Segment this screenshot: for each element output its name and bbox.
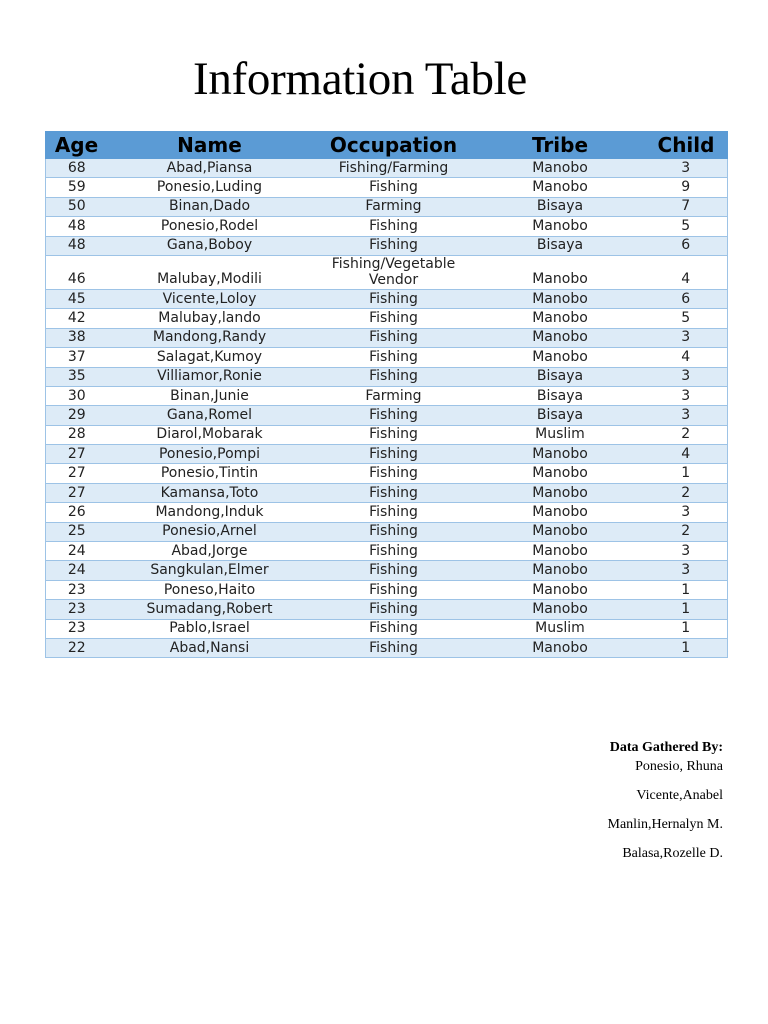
cell-name: Ponesio,Pompi xyxy=(108,445,312,464)
cell-occupation: Fishing xyxy=(312,236,476,255)
cell-tribe: Manobo xyxy=(476,348,645,367)
cell-tribe: Manobo xyxy=(476,159,645,178)
cell-name: Ponesio,Arnel xyxy=(108,522,312,541)
table-row xyxy=(46,522,728,541)
cell-occupation: Fishing xyxy=(312,367,476,386)
cell-tribe: Manobo xyxy=(476,503,645,522)
cell-occupation: Farming xyxy=(312,386,476,405)
cell-age: 22 xyxy=(46,638,108,657)
cell-name: Kamansa,Toto xyxy=(108,483,312,502)
cell-child: 6 xyxy=(645,289,728,308)
cell-name: Mandong,Induk xyxy=(108,503,312,522)
cell-name: Abad,Piansa xyxy=(108,159,312,178)
cell-name: Poneso,Haito xyxy=(108,580,312,599)
cell-age: 23 xyxy=(46,580,108,599)
table-row xyxy=(46,464,728,483)
table-row xyxy=(46,406,728,425)
cell-tribe: Manobo xyxy=(476,289,645,308)
cell-name: Binan,Dado xyxy=(108,197,312,216)
table-row xyxy=(46,445,728,464)
table-row xyxy=(46,600,728,619)
cell-name: Salagat,Kumoy xyxy=(108,348,312,367)
cell-occupation: Fishing xyxy=(312,425,476,444)
cell-age: 42 xyxy=(46,309,108,328)
column-header-occupation: Occupation xyxy=(312,132,476,159)
cell-tribe: Bisaya xyxy=(476,367,645,386)
cell-age: 48 xyxy=(46,217,108,236)
cell-age: 28 xyxy=(46,425,108,444)
cell-name: Villiamor,Ronie xyxy=(108,367,312,386)
cell-age: 23 xyxy=(46,600,108,619)
table-body xyxy=(46,159,728,658)
cell-child: 3 xyxy=(645,386,728,405)
cell-occupation: Fishing xyxy=(312,638,476,657)
cell-name: Pablo,Israel xyxy=(108,619,312,638)
cell-child: 1 xyxy=(645,464,728,483)
column-header-tribe: Tribe xyxy=(476,132,645,159)
table-row xyxy=(46,425,728,444)
cell-tribe: Manobo xyxy=(476,328,645,347)
gatherer-name: Balasa,Rozelle D. xyxy=(622,846,723,861)
cell-child: 3 xyxy=(645,406,728,425)
cell-child: 3 xyxy=(645,561,728,580)
cell-occupation: Fishing xyxy=(312,542,476,561)
cell-child: 2 xyxy=(645,522,728,541)
cell-age: 29 xyxy=(46,406,108,425)
cell-occupation: Fishing xyxy=(312,406,476,425)
cell-age: 27 xyxy=(46,483,108,502)
cell-occupation: Fishing xyxy=(312,445,476,464)
table-row xyxy=(46,328,728,347)
cell-tribe: Manobo xyxy=(476,522,645,541)
cell-name: Ponesio,Tintin xyxy=(108,464,312,483)
column-header-child: Child xyxy=(645,132,728,159)
cell-age: 25 xyxy=(46,522,108,541)
cell-child: 1 xyxy=(645,580,728,599)
table-row xyxy=(46,197,728,216)
column-header-age: Age xyxy=(46,132,108,159)
table-row xyxy=(46,638,728,657)
table-row xyxy=(46,309,728,328)
cell-child: 3 xyxy=(645,159,728,178)
gatherer-name: Vicente,Anabel xyxy=(636,788,723,803)
cell-occupation: Fishing xyxy=(312,503,476,522)
cell-name: Mandong,Randy xyxy=(108,328,312,347)
table-row xyxy=(46,542,728,561)
cell-tribe: Manobo xyxy=(476,217,645,236)
cell-age: 27 xyxy=(46,445,108,464)
cell-age: 26 xyxy=(46,503,108,522)
cell-tribe: Manobo xyxy=(476,561,645,580)
table-row xyxy=(46,217,728,236)
gatherer-name: Manlin,Hernalyn M. xyxy=(607,817,723,832)
table-row xyxy=(46,619,728,638)
cell-child: 6 xyxy=(645,236,728,255)
table-row xyxy=(46,236,728,255)
cell-child: 9 xyxy=(645,178,728,197)
cell-age: 38 xyxy=(46,328,108,347)
table-row xyxy=(46,386,728,405)
cell-name: Diarol,Mobarak xyxy=(108,425,312,444)
cell-child: 4 xyxy=(645,348,728,367)
cell-age: 24 xyxy=(46,561,108,580)
cell-occupation: Fishing xyxy=(312,464,476,483)
table-row xyxy=(46,159,728,178)
table-row xyxy=(46,348,728,367)
cell-name: Abad,Nansi xyxy=(108,638,312,657)
cell-tribe: Manobo xyxy=(476,255,645,289)
cell-age: 24 xyxy=(46,542,108,561)
cell-tribe: Manobo xyxy=(476,600,645,619)
table-row xyxy=(46,580,728,599)
cell-tribe: Manobo xyxy=(476,445,645,464)
cell-occupation: Fishing/Vegetable Vendor xyxy=(312,255,476,289)
cell-age: 48 xyxy=(46,236,108,255)
cell-name: Ponesio,Rodel xyxy=(108,217,312,236)
table-row xyxy=(46,561,728,580)
cell-occupation: Fishing xyxy=(312,309,476,328)
cell-tribe: Manobo xyxy=(476,580,645,599)
cell-child: 2 xyxy=(645,425,728,444)
cell-child: 1 xyxy=(645,638,728,657)
cell-tribe: Bisaya xyxy=(476,406,645,425)
cell-name: Abad,Jorge xyxy=(108,542,312,561)
cell-child: 3 xyxy=(645,542,728,561)
cell-name: Malubay,lando xyxy=(108,309,312,328)
cell-age: 23 xyxy=(46,619,108,638)
cell-child: 4 xyxy=(645,445,728,464)
cell-age: 45 xyxy=(46,289,108,308)
cell-tribe: Manobo xyxy=(476,309,645,328)
table-row xyxy=(46,289,728,308)
cell-tribe: Manobo xyxy=(476,178,645,197)
cell-tribe: Manobo xyxy=(476,464,645,483)
cell-name: Vicente,Loloy xyxy=(108,289,312,308)
cell-tribe: Bisaya xyxy=(476,386,645,405)
table-row xyxy=(46,367,728,386)
cell-child: 3 xyxy=(645,328,728,347)
cell-name: Malubay,Modili xyxy=(108,255,312,289)
cell-occupation: Fishing xyxy=(312,561,476,580)
cell-age: 30 xyxy=(46,386,108,405)
cell-tribe: Muslim xyxy=(476,425,645,444)
cell-name: Sumadang,Robert xyxy=(108,600,312,619)
table-row xyxy=(46,178,728,197)
cell-tribe: Manobo xyxy=(476,638,645,657)
cell-occupation: Fishing xyxy=(312,178,476,197)
cell-child: 5 xyxy=(645,309,728,328)
cell-occupation: Fishing xyxy=(312,619,476,638)
cell-tribe: Muslim xyxy=(476,619,645,638)
cell-child: 5 xyxy=(645,217,728,236)
cell-child: 4 xyxy=(645,255,728,289)
cell-occupation: Fishing xyxy=(312,483,476,502)
table-row xyxy=(46,503,728,522)
cell-occupation: Fishing xyxy=(312,580,476,599)
cell-name: Ponesio,Luding xyxy=(108,178,312,197)
cell-age: 27 xyxy=(46,464,108,483)
cell-tribe: Bisaya xyxy=(476,197,645,216)
cell-occupation: Fishing xyxy=(312,289,476,308)
cell-tribe: Manobo xyxy=(476,483,645,502)
cell-tribe: Manobo xyxy=(476,542,645,561)
table-row xyxy=(46,255,728,289)
cell-child: 1 xyxy=(645,600,728,619)
cell-child: 1 xyxy=(645,619,728,638)
cell-occupation: Fishing xyxy=(312,522,476,541)
cell-age: 37 xyxy=(46,348,108,367)
gathered-by-label: Data Gathered By: xyxy=(609,740,723,755)
data-gathered-by xyxy=(608,740,723,874)
cell-tribe: Bisaya xyxy=(476,236,645,255)
cell-child: 2 xyxy=(645,483,728,502)
cell-occupation: Fishing xyxy=(312,217,476,236)
cell-name: Sangkulan,Elmer xyxy=(108,561,312,580)
table-row xyxy=(46,483,728,502)
cell-name: Gana,Boboy xyxy=(108,236,312,255)
cell-name: Binan,Junie xyxy=(108,386,312,405)
cell-age: 68 xyxy=(46,159,108,178)
cell-name: Gana,Romel xyxy=(108,406,312,425)
column-header-name: Name xyxy=(108,132,312,159)
cell-age: 35 xyxy=(46,367,108,386)
cell-age: 46 xyxy=(46,255,108,289)
cell-age: 59 xyxy=(46,178,108,197)
cell-child: 7 xyxy=(645,197,728,216)
cell-occupation: Fishing/Farming xyxy=(312,159,476,178)
table-header-row xyxy=(46,132,728,159)
cell-age: 50 xyxy=(46,197,108,216)
gatherer-name: Ponesio, Rhuna xyxy=(635,759,723,774)
cell-child: 3 xyxy=(645,503,728,522)
page-title: Information Table xyxy=(193,53,527,105)
cell-occupation: Fishing xyxy=(312,600,476,619)
information-table xyxy=(45,131,728,658)
cell-occupation: Farming xyxy=(312,197,476,216)
cell-occupation: Fishing xyxy=(312,328,476,347)
cell-child: 3 xyxy=(645,367,728,386)
cell-occupation: Fishing xyxy=(312,348,476,367)
